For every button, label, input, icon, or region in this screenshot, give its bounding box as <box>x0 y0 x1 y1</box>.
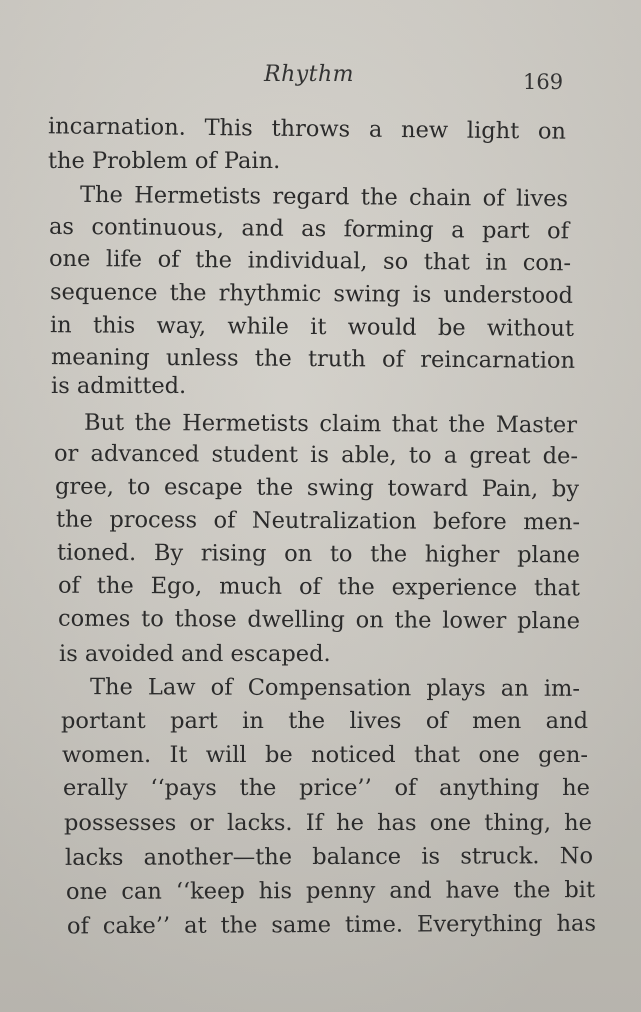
text-line: The Law of Compensation plays an im- <box>89 674 581 702</box>
text-line: incarnation. This throws a new light on <box>47 113 567 145</box>
text-line: the Problem of Pain. <box>48 148 281 174</box>
text-line: possesses or lacks. If he has one thing, he <box>64 810 592 836</box>
text-line: one can ‘‘keep his penny and have the bit <box>65 877 596 905</box>
text-line: erally ‘‘pays the price’’ of anything he <box>63 775 590 801</box>
text-line: is avoided and escaped. <box>59 641 331 667</box>
text-line: meaning unless the truth of reincarnation <box>50 344 576 374</box>
text-line: of cake’’ at the same time. Everything has <box>66 910 597 940</box>
text-line: one life of the individual, so that in con- <box>48 245 572 277</box>
text-line: as continuous, and as forming a part of <box>48 213 570 245</box>
text-line: the process of Neutralization before men- <box>55 506 581 536</box>
page-number: 169 <box>523 70 564 94</box>
text-line: in this way, while it would be without <box>49 312 575 342</box>
text-line: gree, to escape the swing toward Pain, by <box>54 473 580 503</box>
text-line: comes to those dwelling on the lower plane <box>57 605 581 635</box>
text-line: portant part in the lives of men and <box>61 708 588 734</box>
text-line: women. It will be noticed that one gen- <box>62 742 588 768</box>
text-line: sequence the rhythmic swing is understood <box>49 279 574 309</box>
text-line: The Hermetists regard the chain of lives <box>79 181 569 213</box>
text-line: tioned. By rising on to the higher plane <box>56 539 581 569</box>
text-line: is admitted. <box>51 373 187 399</box>
text-line: But the Hermetists claim that the Master <box>83 409 578 439</box>
text-line: lacks another—the balance is struck. No <box>64 843 594 871</box>
text-line: of the Ego, much of the experience that <box>57 572 581 602</box>
running-head: Rhythm <box>264 62 355 87</box>
text-line: or advanced student is able, to a great de- <box>53 440 579 470</box>
